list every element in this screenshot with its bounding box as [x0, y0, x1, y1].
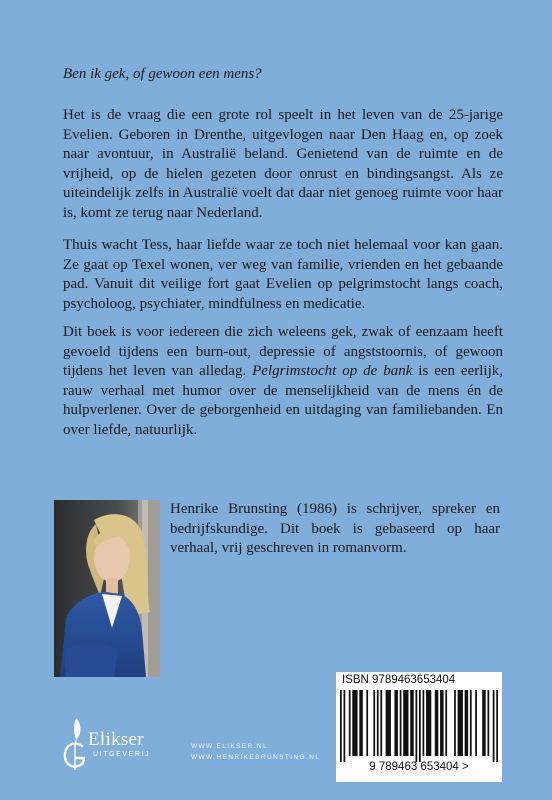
tagline: Ben ik gek, of gewoon een mens?	[63, 66, 262, 82]
publisher-subtitle: UITGEVERIJ	[93, 751, 151, 758]
blurb-paragraph-3	[63, 323, 503, 441]
book-title-inline: Pelgrimstocht op de bank	[252, 363, 413, 380]
website-publisher[interactable]: WWW.ELIKSER.NL	[191, 743, 269, 750]
author-bio: Henrike Brunsting (1986) is schrijver, spreker en bedrijfskundige. Dit boek is gebaseerd op haar verhaal, vrij geschreven in romanvorm.	[170, 501, 500, 557]
blurb-paragraph-1: Het is de vraag die een grote rol speelt in het leven van de 25-jarige Evelien. Geboren in Drenthe, uitgevlogen naar Den Haag en, op zoek naar avontuur, in Australië beland. Genietend van de ruimte en de vrijheid, op de hielen gezeten door onrust en bindingsangst. Als ze uiteindelijk zelfs in Australië voelt dat daar niet genoeg ruimte voor haar is, komt ze terug naar Nederland.	[63, 107, 503, 221]
publisher-name: Elikser	[88, 729, 144, 750]
quill-g-logo-icon	[60, 716, 88, 772]
isbn-barcode-block	[336, 672, 502, 782]
blurb-paragraph-2: Thuis wacht Tess, haar liefde waar ze toch niet helemaal voor kan gaan. Ze gaat op Texel wonen, ver weg van familie, vrienden en het gebaande pad. Vanuit dit veilige fort gaat Evelien op pelgrimstocht langs coach, psycholoog, psychiater, mindfulness en medicatie.	[63, 237, 503, 312]
blurb-paragraph-3-end: is een eerlijk, rauw verhaal met humor over de menselijkheid van de mens én de hulpverlener. Over de geborgenheid en uitdaging van familiebanden. En over liefde, natuurlijk.	[63, 363, 503, 438]
barcode	[340, 690, 498, 762]
isbn-label: ISBN 9789463653404	[342, 674, 456, 686]
author-photo-image	[54, 500, 160, 677]
blurb-paragraph-3-start: Dit boek is voor iedereen die zich weleens gek, zwak of eenzaam heeft gevoeld tijdens een burn-out, depressie of angststoornis, of gewoon tijdens het leven van alledag.	[63, 324, 503, 380]
author-photo	[54, 500, 160, 677]
website-author[interactable]: WWW.HENRIKEBRUNSTING.NL	[191, 754, 321, 761]
barcode-digits: 9 789463 653404 >	[369, 761, 469, 773]
website-links	[191, 741, 320, 763]
